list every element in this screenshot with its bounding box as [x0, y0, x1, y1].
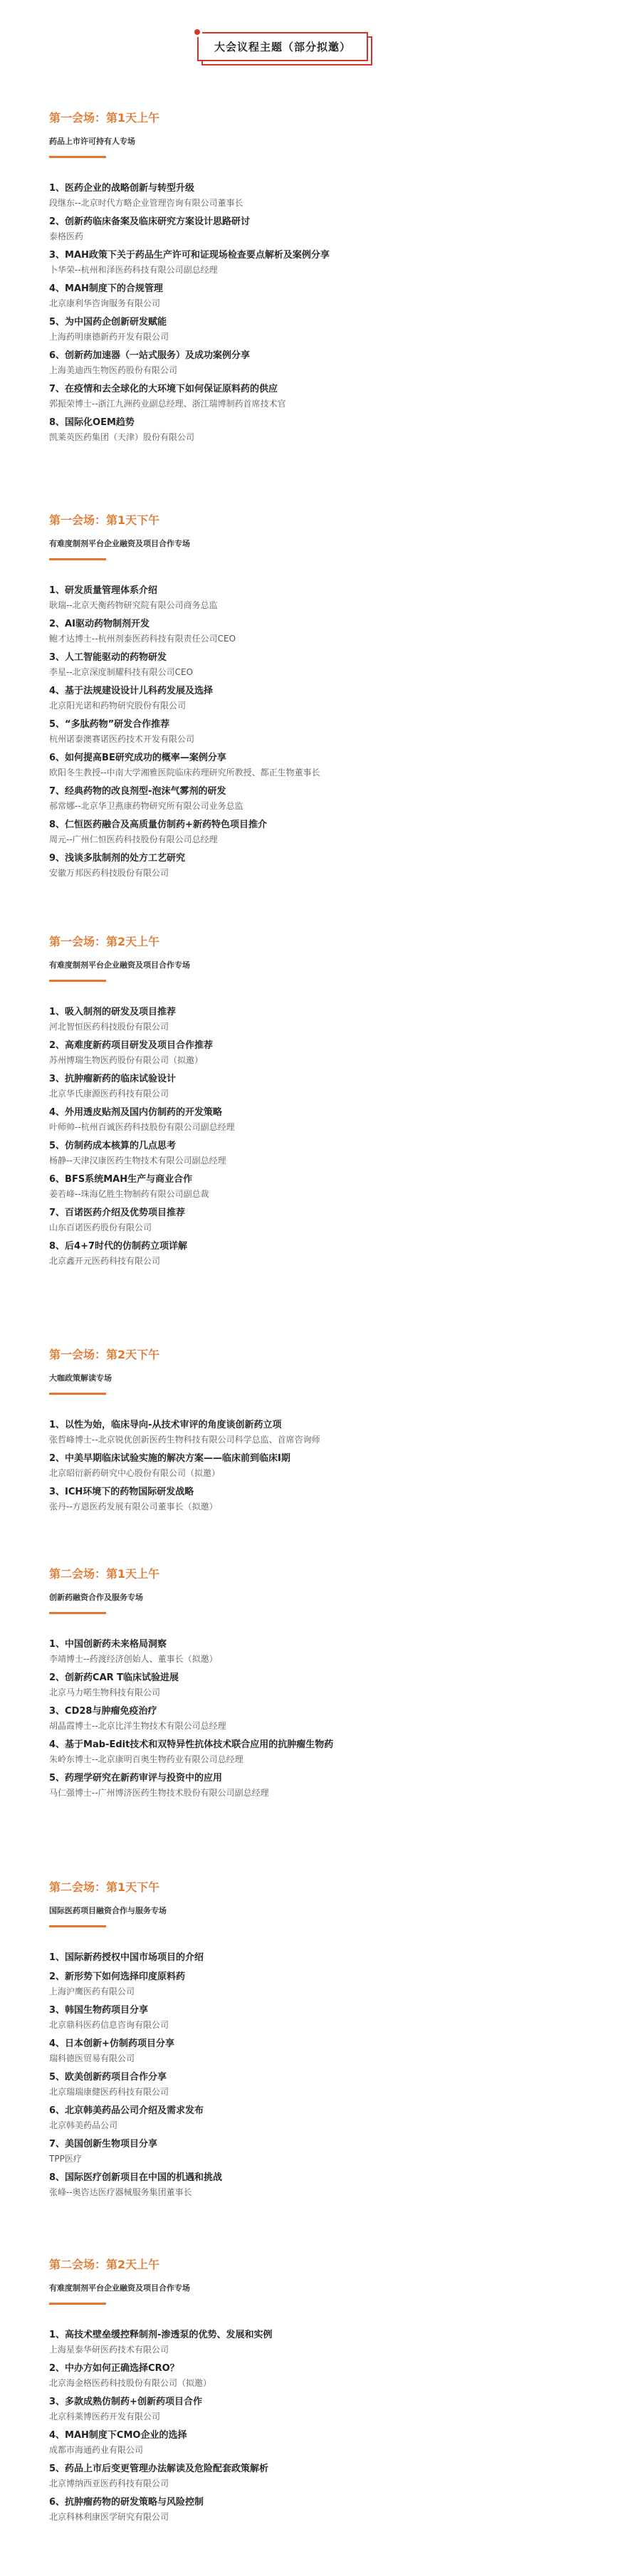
- agenda-item-title: 4、日本创新+仿制药项目分享: [49, 2038, 174, 2049]
- agenda-item-speaker: 凯莱英医药集团（天津）股份有限公司: [49, 432, 195, 442]
- agenda-item-title: 6、北京韩美药品公司介绍及需求发布: [49, 2105, 204, 2116]
- agenda-item-title: 6、抗肿瘤药物的研发策略与风险控制: [49, 2497, 204, 2508]
- agenda-item-speaker: 北京韩美药品公司: [49, 2120, 118, 2130]
- agenda-item-speaker: 杭州诺泰澳赛诺医药技术开发有限公司: [49, 734, 195, 744]
- agenda-item-title: 3、ICH环境下的药物国际研发战略: [49, 1487, 194, 1497]
- agenda-item: [49, 1969, 604, 1999]
- agenda-item-speaker: 安徽万邦医药科技股份有限公司: [49, 868, 169, 878]
- agenda-item-speaker: 北京康利华咨询服务有限公司: [49, 298, 161, 308]
- agenda-item-title: 4、MAH制度下的合规管理: [49, 283, 163, 294]
- agenda-section: [49, 1347, 604, 1518]
- agenda-item-speaker: 胡晶霞博士--北京比洋生物技术有限公司总经理: [49, 1721, 226, 1731]
- agenda-item: [49, 684, 604, 713]
- agenda-item-title: 3、人工智能驱动的药物研发: [49, 652, 167, 663]
- agenda-section: [49, 513, 604, 884]
- agenda-item-title: 4、MAH制度下CMO企业的选择: [49, 2430, 187, 2441]
- agenda-item-speaker: 泰格医药: [49, 231, 84, 241]
- agenda-item-title: 6、创新药加速器（一站式服务）及成功案例分享: [49, 350, 251, 361]
- agenda-item: [49, 1239, 604, 1268]
- agenda-item: [49, 1637, 604, 1666]
- section-title: 第二会场：第2天上午: [49, 2258, 160, 2271]
- agenda-item-title: 7、在疫情和去全球化的大环境下如何保证原料药的供应: [49, 384, 278, 394]
- section-subtitle: 国际医药项目融资合作与服务专场: [49, 1906, 167, 1915]
- agenda-item-speaker: 北京华氏康源医药科技有限公司: [49, 1089, 169, 1099]
- agenda-item-speaker: 成都市海通药业有限公司: [49, 2445, 144, 2455]
- section-divider: [49, 156, 106, 158]
- agenda-item-title: 2、中办方如何正确选择CRO？: [49, 2363, 179, 2374]
- agenda-item: [49, 1451, 604, 1480]
- agenda-item: [49, 2003, 604, 2032]
- agenda-item: [49, 2394, 604, 2424]
- agenda-item-speaker: 叶师帅--杭州百诚医药科技股份有限公司副总经理: [49, 1122, 235, 1132]
- agenda-item-speaker: 河北智恒医药科技股份有限公司: [49, 1022, 169, 1032]
- agenda-item-title: 8、国际化OEM趋势: [49, 417, 135, 428]
- agenda-item-title: 6、如何提高BE研究成功的概率—案例分享: [49, 753, 226, 763]
- section-title: 第二会场：第1天上午: [49, 1567, 160, 1581]
- section-divider: [49, 980, 106, 982]
- section-divider: [49, 1393, 106, 1395]
- agenda-item-speaker: 上海药明康德新药开发有限公司: [49, 332, 169, 342]
- agenda-item: [49, 717, 604, 746]
- agenda-item-title: 2、新形势下如何选择印度原料药: [49, 1972, 186, 1982]
- agenda-item-speaker: 北京鑫开元医药科技有限公司: [49, 1256, 161, 1266]
- agenda-item: [49, 181, 604, 210]
- agenda-item: [49, 817, 604, 847]
- agenda-item-title: 4、基于Mab-Edit技术和双特异性抗体技术联合应用的抗肿瘤生物药: [49, 1739, 334, 1750]
- agenda-item: [49, 1072, 604, 1101]
- agenda-item-title: 5、欧美创新药项目合作分享: [49, 2072, 167, 2083]
- agenda-section: [49, 934, 604, 1272]
- agenda-item: [49, 348, 604, 377]
- agenda-item: [49, 1737, 604, 1766]
- agenda-item: [49, 382, 604, 411]
- agenda-item-title: 1、高技术壁垒缓控释制剂-渗透泵的优势、发展和实例: [49, 2330, 273, 2340]
- agenda-item-speaker: 郝常娜--北京华卫燕康药物研究所有限公司业务总监: [49, 801, 243, 811]
- agenda-item: [49, 1704, 604, 1733]
- agenda-item: [49, 2036, 604, 2065]
- agenda-item-title: 5、药理学研究在新药审评与投资中的应用: [49, 1773, 223, 1784]
- agenda-item: [49, 415, 604, 444]
- agenda-item-title: 4、基于法规建设设计儿科药发展及选择: [49, 686, 214, 696]
- agenda-item: [49, 2103, 604, 2132]
- agenda-item-speaker: 上海星泰华研医药技术有限公司: [49, 2345, 169, 2355]
- agenda-item-speaker: 北京博纳西亚医药科技有限公司: [49, 2478, 169, 2488]
- agenda-item-speaker: 北京昭衍新药研究中心股份有限公司（拟邀）: [49, 1468, 221, 1478]
- agenda-item: [49, 2361, 604, 2390]
- agenda-section: [49, 2257, 604, 2528]
- agenda-item: [49, 281, 604, 310]
- agenda-item: [49, 851, 604, 880]
- agenda-item-title: 8、仁恒医药融合及高质量仿制药+新药特色项目推介: [49, 820, 267, 830]
- agenda-item-speaker: 上海美迪西生物医药股份有限公司: [49, 365, 178, 375]
- section-title: 第一会场：第1天下午: [49, 513, 160, 527]
- agenda-item-speaker: 北京阳光诺和药物研究股份有限公司: [49, 701, 187, 711]
- agenda-item-title: 2、中美早期临床试验实施的解决方案——临床前到临床I期: [49, 1453, 290, 1464]
- agenda-item-speaker: 北京科莱博医药开发有限公司: [49, 2412, 161, 2421]
- agenda-item: [49, 2328, 604, 2357]
- agenda-item-speaker: 北京鼎科医药信息咨询有限公司: [49, 2020, 169, 2030]
- section-subtitle: 药品上市许可持有人专场: [49, 137, 135, 146]
- agenda-item-speaker: 张峰--奥咨达医疗器械服务集团董事长: [49, 2187, 192, 2197]
- agenda-item-title: 8、后4+7时代的仿制药立项详解: [49, 1241, 188, 1252]
- agenda-item-speaker: 北京海金格医药科技股份有限公司（拟邀）: [49, 2378, 212, 2388]
- agenda-item-title: 5、“多肽药物”研发合作推荐: [49, 719, 170, 730]
- agenda-item-title: 2、创新药临床备案及临床研究方案设计思路研讨: [49, 216, 251, 227]
- agenda-item-title: 8、国际医疗创新项目在中国的机遇和挑战: [49, 2172, 223, 2183]
- agenda-item-speaker: 马仁强博士--广州博济医药生物技术股份有限公司副总经理: [49, 1788, 269, 1798]
- agenda-item: [49, 2170, 604, 2199]
- agenda-item-speaker: 张丹--方恩医药发展有限公司董事长（拟邀）: [49, 1502, 218, 1512]
- agenda-item-title: 2、高难度新药项目研发及项目合作推荐: [49, 1040, 214, 1051]
- agenda-item-title: 1、国际新药授权中国市场项目的介绍: [49, 1952, 204, 1963]
- agenda-item: [49, 1005, 604, 1034]
- agenda-item-title: 3、MAH政策下关于药品生产许可和证现场检查要点解析及案例分享: [49, 250, 330, 261]
- agenda-item-title: 5、药品上市后变更管理办法解读及危险配套政策解析: [49, 2464, 269, 2474]
- agenda-item-speaker: 段继东--北京时代方略企业管理咨询有限公司董事长: [49, 198, 243, 208]
- agenda-item-title: 5、为中国药企创新研发赋能: [49, 317, 167, 328]
- agenda-item: [49, 1205, 604, 1235]
- agenda-item-title: 1、以性为始，临床导向-从技术审评的角度谈创新药立项: [49, 1420, 282, 1430]
- agenda-item: [49, 1485, 604, 1514]
- agenda-item: [49, 1138, 604, 1168]
- agenda-item-title: 1、医药企业的战略创新与转型升级: [49, 183, 195, 194]
- agenda-item-speaker: 李星--北京深度制耀科技有限公司CEO: [49, 667, 194, 677]
- agenda-item: [49, 750, 604, 780]
- agenda-item-title: 5、仿制药成本核算的几点思考: [49, 1141, 177, 1151]
- agenda-item-speaker: 朱岭东博士--北京康明百奥生物药业有限公司总经理: [49, 1754, 243, 1764]
- agenda-item-speaker: 卜华荣--杭州和泽医药科技有限公司副总经理: [49, 265, 218, 275]
- agenda-item: [49, 2137, 604, 2166]
- page-title: 大会议程主题（部分拟邀）: [197, 32, 368, 61]
- agenda-item-speaker: 瑞科德医贸易有限公司: [49, 2053, 135, 2063]
- section-divider: [49, 558, 106, 560]
- agenda-item: [49, 1950, 604, 1965]
- agenda-item-speaker: 北京马力喏生物科技有限公司: [49, 1687, 161, 1697]
- agenda-item: [49, 2070, 604, 2099]
- agenda-item: [49, 214, 604, 244]
- agenda-item-title: 3、抗肿瘤新药的临床试验设计: [49, 1074, 177, 1084]
- agenda-item-title: 3、CD28与肿瘤免疫治疗: [49, 1706, 157, 1717]
- agenda-item-speaker: 北京瑞瑞康健医药科技有限公司: [49, 2087, 169, 2097]
- agenda-item-speaker: 苏州博瑞生物医药股份有限公司（拟邀）: [49, 1055, 204, 1065]
- section-title: 第二会场：第1天下午: [49, 1880, 160, 1894]
- title-banner: [0, 30, 640, 73]
- agenda-item-title: 1、中国创新药未来格局洞察: [49, 1639, 167, 1650]
- agenda-item-title: 7、百诺医药介绍及优势项目推荐: [49, 1208, 186, 1218]
- agenda-item: [49, 1172, 604, 1201]
- agenda-item-title: 1、吸入制剂的研发及项目推荐: [49, 1007, 177, 1017]
- agenda-item-speaker: 北京科林利康医学研究有限公司: [49, 2512, 169, 2522]
- agenda-item-speaker: 周元--广州仁恒医药科技股份有限公司总经理: [49, 834, 218, 844]
- agenda-item: [49, 1038, 604, 1067]
- agenda-item-speaker: 郭振荣博士--浙江九洲药业副总经理、浙江瑞博制药首席技术官: [49, 399, 286, 409]
- section-title: 第一会场：第1天上午: [49, 111, 160, 125]
- agenda-item: [49, 315, 604, 344]
- agenda-item-speaker: 张哲峰博士--北京锐优创新医药生物科技有限公司科学总监、首席咨询师: [49, 1435, 320, 1445]
- agenda-section: [49, 1880, 604, 2204]
- agenda-item-title: 6、BFS系统MAH生产与商业合作: [49, 1174, 193, 1185]
- section-subtitle: 有难度制剂平台企业融资及项目合作专场: [49, 539, 190, 548]
- section-divider: [49, 1925, 106, 1927]
- agenda-item: [49, 1105, 604, 1134]
- section-title: 第一会场：第2天下午: [49, 1348, 160, 1361]
- agenda-item: [49, 1771, 604, 1800]
- agenda-item-speaker: 姜若峰--珠海亿胜生物制药有限公司副总裁: [49, 1189, 209, 1199]
- agenda-item-speaker: 山东百诺医药股份有限公司: [49, 1222, 152, 1232]
- section-subtitle: 创新药融资合作及服务专场: [49, 1593, 143, 1602]
- agenda-item-title: 3、韩国生物药项目分享: [49, 2005, 149, 2016]
- agenda-item: [49, 617, 604, 646]
- agenda-item: [49, 784, 604, 813]
- agenda-item: [49, 2495, 604, 2524]
- agenda-item: [49, 2428, 604, 2457]
- agenda-item: [49, 583, 604, 612]
- agenda-item-title: 3、多款成熟仿制药+创新药项目合作: [49, 2397, 202, 2407]
- agenda-item-title: 9、浅谈多肽制剂的处方工艺研究: [49, 853, 186, 864]
- title-dot-icon: [192, 27, 202, 37]
- agenda-item-title: 4、外用透皮贴剂及国内仿制药的开发策略: [49, 1107, 223, 1118]
- agenda-item-title: 1、研发质量管理体系介绍: [49, 585, 158, 596]
- agenda-item-speaker: 耿瑞--北京天衡药物研究院有限公司商务总监: [49, 600, 218, 610]
- agenda-section: [49, 1566, 604, 1804]
- agenda-section: [49, 110, 604, 449]
- agenda-item-speaker: 欧阳冬生教授--中南大学湘雅医院临床药理研究所教授、都正生物董事长: [49, 768, 320, 777]
- section-subtitle: 大咖政策解读专场: [49, 1373, 112, 1383]
- agenda-item: [49, 650, 604, 679]
- agenda-item-speaker: 杨静--天津汉康医药生物技术有限公司副总经理: [49, 1156, 226, 1166]
- agenda-item-speaker: TPP医疗: [49, 2154, 82, 2164]
- agenda-item: [49, 1418, 604, 1447]
- agenda-item: [49, 2461, 604, 2491]
- agenda-item-speaker: 鲍才达博士--杭州剂泰医药科技有限责任公司CEO: [49, 634, 236, 644]
- agenda-item-title: 2、AI驱动药物制剂开发: [49, 619, 149, 629]
- agenda-item: [49, 248, 604, 277]
- section-divider: [49, 1612, 106, 1614]
- agenda-item-title: 2、创新药CAR T临床试验进展: [49, 1672, 179, 1683]
- section-subtitle: 有难度制剂平台企业融资及项目合作专场: [49, 2283, 190, 2293]
- agenda-item-title: 7、经典药物的改良剂型-泡沫气雾剂的研发: [49, 786, 226, 797]
- agenda-item: [49, 1670, 604, 1700]
- agenda-item-speaker: 上海沪鹰医药有限公司: [49, 1986, 135, 1996]
- section-subtitle: 有难度制剂平台企业融资及项目合作专场: [49, 960, 190, 970]
- section-title: 第一会场：第2天上午: [49, 935, 160, 948]
- section-divider: [49, 2303, 106, 2305]
- agenda-item-speaker: 李靖博士--药渡经济创始人、董事长（拟邀）: [49, 1654, 218, 1664]
- agenda-item-title: 7、美国创新生物项目分享: [49, 2139, 158, 2150]
